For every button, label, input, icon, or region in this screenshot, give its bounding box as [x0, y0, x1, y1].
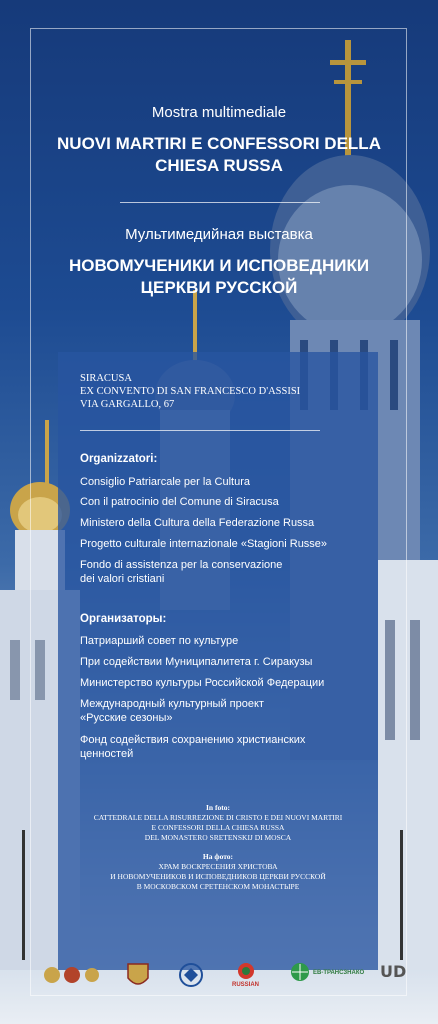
- organizer-it-item: Con il patrocinio del Comune di Siracusa: [80, 496, 279, 508]
- photo-caption-ru: [58, 852, 378, 892]
- ornament-logo-icon: [32, 962, 102, 988]
- ud-logo: [380, 962, 406, 981]
- festival-logo: [32, 962, 102, 988]
- ud-label: UD: [380, 962, 407, 981]
- organizer-it-item: dei valori cristiani: [80, 573, 165, 585]
- organizer-it-item: Progetto culturale internazionale «Stagioni Russe»: [80, 538, 328, 550]
- photo-caption-it-line1: CATTEDRALE DELLA RISURREZIONE DI CRISTO E DEI NUOVI MARTIRI: [93, 813, 343, 822]
- organizers-it-heading: Organizzatori:: [80, 453, 158, 465]
- eu-transznako-logo: [290, 962, 364, 982]
- it-title-line1: NUOVI MARTIRI E CONFESSORI DELLA: [57, 134, 381, 153]
- russian-logo-label: RUSSIAN: [232, 982, 260, 988]
- eagle-emblem-icon: [178, 962, 204, 988]
- address-street: VIA GARGALLO, 67: [80, 399, 175, 410]
- address-venue: EX CONVENTO DI SAN FRANCESCO D'ASSISI: [80, 386, 301, 397]
- ru-title-line1: НОВОМУЧЕНИКИ И ИСПОВЕДНИКИ: [68, 256, 370, 275]
- photo-caption-ru-line1: ХРАМ ВОСКРЕСЕНИЯ ХРИСТОВА: [158, 862, 278, 871]
- photo-caption-ru-line2: И НОВОМУЧЕНИКОВ И ИСПОВЕДНИКОВ ЦЕРКВИ РУССКОЙ: [110, 872, 326, 881]
- header-divider: [120, 202, 320, 203]
- coat-of-arms-icon: [126, 962, 150, 990]
- organizer-it-item: Consiglio Patriarcale per la Cultura: [80, 476, 250, 488]
- globe-icon: [290, 962, 310, 982]
- logo-strip: [0, 962, 438, 1002]
- venue-address: [80, 372, 300, 411]
- address-divider: [80, 430, 320, 431]
- organizer-ru-item: Министерство культуры Российской Федерации: [80, 677, 325, 689]
- organizer-ru-item: «Русские сезоны»: [80, 712, 173, 724]
- photo-caption-it-line2: E CONFESSORI DELLA CHIESA RUSSA: [151, 823, 285, 832]
- photo-caption-it: [58, 803, 378, 843]
- organizer-ru-item: Фонд содействия сохранению христианских: [80, 734, 306, 746]
- photo-caption-ru-line3: В МОСКОВСКОМ СРЕТЕНСКОМ МОНАСТЫРЕ: [136, 882, 300, 891]
- russian-seasons-icon: [233, 962, 259, 980]
- photo-caption-it-line3: DEL MONASTERO SRETENSKIJ DI MOSCA: [144, 833, 292, 842]
- organizer-ru-item: Патриарший совет по культуре: [80, 635, 239, 647]
- ministry-logo: [178, 962, 204, 988]
- organizer-ru-item: При содействии Муниципалитета г. Сиракузы: [80, 656, 313, 668]
- organizer-ru-item: ценностей: [80, 748, 134, 760]
- ru-title-line2: ЦЕРКВИ РУССКОЙ: [140, 278, 298, 297]
- eu-transznako-label: ЕВ-ТРАНСЗНАКО: [313, 970, 365, 976]
- organizer-it-item: Ministero della Cultura della Federazione Russa: [80, 517, 315, 529]
- organizers-ru-heading: Организаторы:: [80, 613, 167, 625]
- coat-of-arms-logo: [126, 962, 150, 990]
- photo-caption-ru-label: На фото:: [202, 852, 234, 861]
- organizer-it-item: Fondo di assistenza per la conservazione: [80, 559, 283, 571]
- organizer-ru-item: Международный культурный проект: [80, 698, 264, 710]
- it-subtitle: Mostra multimediale: [151, 104, 287, 121]
- it-title-line2: CHIESA RUSSA: [155, 156, 283, 175]
- ru-subtitle: Мультимедийная выставка: [125, 226, 313, 243]
- russian-seasons-logo: [232, 962, 259, 988]
- photo-caption-it-label: In foto:: [206, 803, 230, 812]
- address-city: SIRACUSA: [80, 373, 132, 384]
